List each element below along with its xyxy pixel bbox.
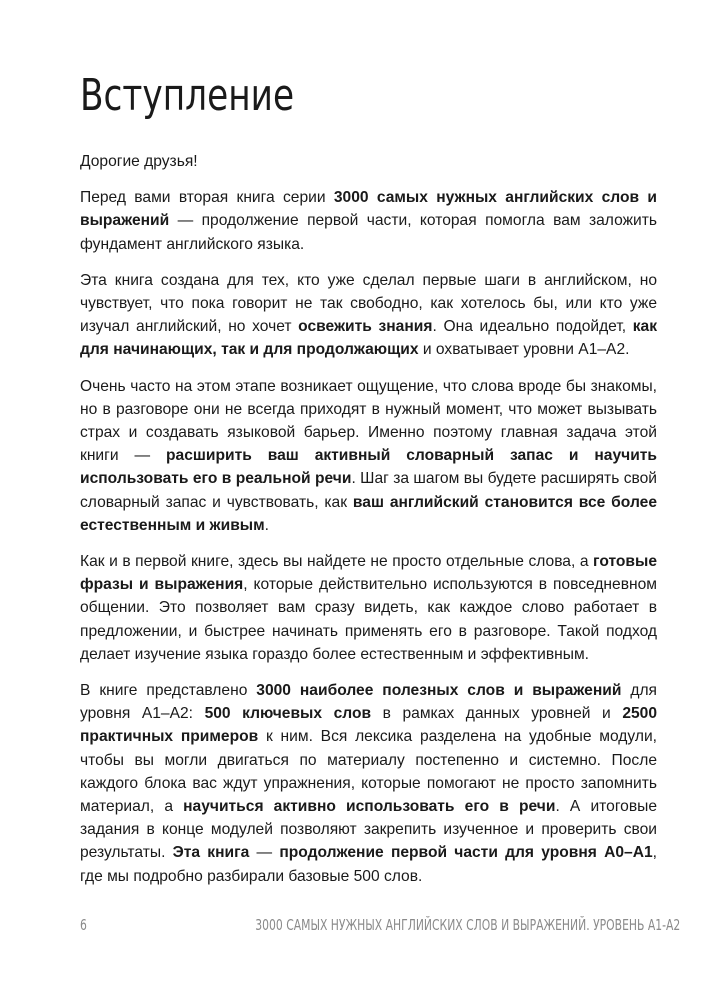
text-run: . Она идеально подойдет, bbox=[432, 318, 633, 336]
text-run: Дорогие друзья! bbox=[80, 153, 198, 170]
bold-text: готовые фразы и выражения bbox=[80, 553, 657, 594]
bold-text: Эта книга bbox=[172, 844, 250, 862]
text-run: для уровня A1–A2: bbox=[80, 682, 657, 723]
running-title: 3000 САМЫХ НУЖНЫХ АНГЛИЙСКИХ СЛОВ И ВЫРАЖЕНИЙ. УРОВЕНЬ А1-А2 bbox=[254, 916, 680, 934]
bold-text: 3000 наиболее полезных слов и выражений bbox=[256, 682, 622, 700]
text-run: . А итоговые задания в конце модулей позволяют закрепить изученное и проверить свои результаты. bbox=[80, 798, 657, 862]
text-run: . bbox=[264, 516, 269, 534]
text-run: — bbox=[249, 844, 280, 862]
text-run: — продолжение первой части, которая помогла вам заложить фундамент английского языка. bbox=[80, 212, 657, 253]
text-run: Как и в первой книге, здесь вы найдете не просто отдельные слова, а bbox=[80, 553, 594, 571]
text-run: , которые действительно используются в повседневном общении. Это позволяет вам сразу видеть, как каждое слово работает в предложении, и быстрее начинать применять его в разговоре. Такой подход делает изучение языка гораздо более естественным и эффективным. bbox=[80, 576, 657, 663]
text-run: . Шаг за шагом вы будете расширять свой словарный запас и чувствовать, как bbox=[80, 470, 657, 511]
paragraph bbox=[80, 679, 657, 888]
bold-text: 2500 практичных примеров bbox=[80, 705, 658, 746]
text-run: к ним. Вся лексика разделена на удобные модули, чтобы вы могли двигаться по материалу постепенно и системно. После каждого блока вас ждут упражнения, которые помогают не просто запомнить материал, а bbox=[80, 728, 657, 816]
bold-text: расширить ваш активный словарный запас и научить использовать его в реальной речи bbox=[80, 447, 657, 488]
text-run: , где мы подробно разбирали базовые 500 слов. bbox=[80, 844, 657, 885]
bold-text: ваш английский становится все более естественным и живым bbox=[80, 493, 657, 534]
text-run: Эта книга создана для тех, кто уже сделал первые шаги в английском, но чувствует, что пока говорит не так свободно, как хотелось бы, или кто уже изучал английский, но хочет bbox=[80, 271, 657, 336]
text-run: и охватывает уровни A1–A2. bbox=[418, 341, 630, 359]
bold-text: 3000 самых нужных английских слов и выражений bbox=[80, 189, 657, 230]
paragraph bbox=[80, 269, 657, 362]
paragraph bbox=[80, 150, 657, 173]
body-text bbox=[80, 150, 657, 901]
bold-text: научиться активно использовать его в речи bbox=[183, 798, 556, 816]
text-run: Очень часто на этом этапе возникает ощущение, что слова вроде бы знакомы, но в разговоре они не всегда приходят в нужный момент, что может вызывать страх и создавать языковой барьер. Именно поэтому главная задача этой книги — bbox=[80, 377, 657, 465]
page-footer bbox=[80, 916, 680, 934]
bold-text: продолжение первой части для уровня A0–A1 bbox=[279, 844, 653, 862]
page-title: Вступление bbox=[80, 70, 295, 121]
paragraph bbox=[80, 186, 657, 256]
text-run: Перед вами вторая книга серии bbox=[80, 189, 334, 207]
paragraph bbox=[80, 375, 657, 537]
bold-text: 500 ключевых слов bbox=[204, 705, 372, 723]
text-run: в рамках данных уровней и bbox=[371, 705, 623, 723]
paragraph bbox=[80, 550, 657, 666]
bold-text: как для начинающих, так и для продолжающих bbox=[80, 318, 658, 359]
page-number: 6 bbox=[80, 916, 87, 934]
bold-text: освежить знания bbox=[298, 318, 433, 336]
text-run: В книге представлено bbox=[80, 682, 257, 700]
